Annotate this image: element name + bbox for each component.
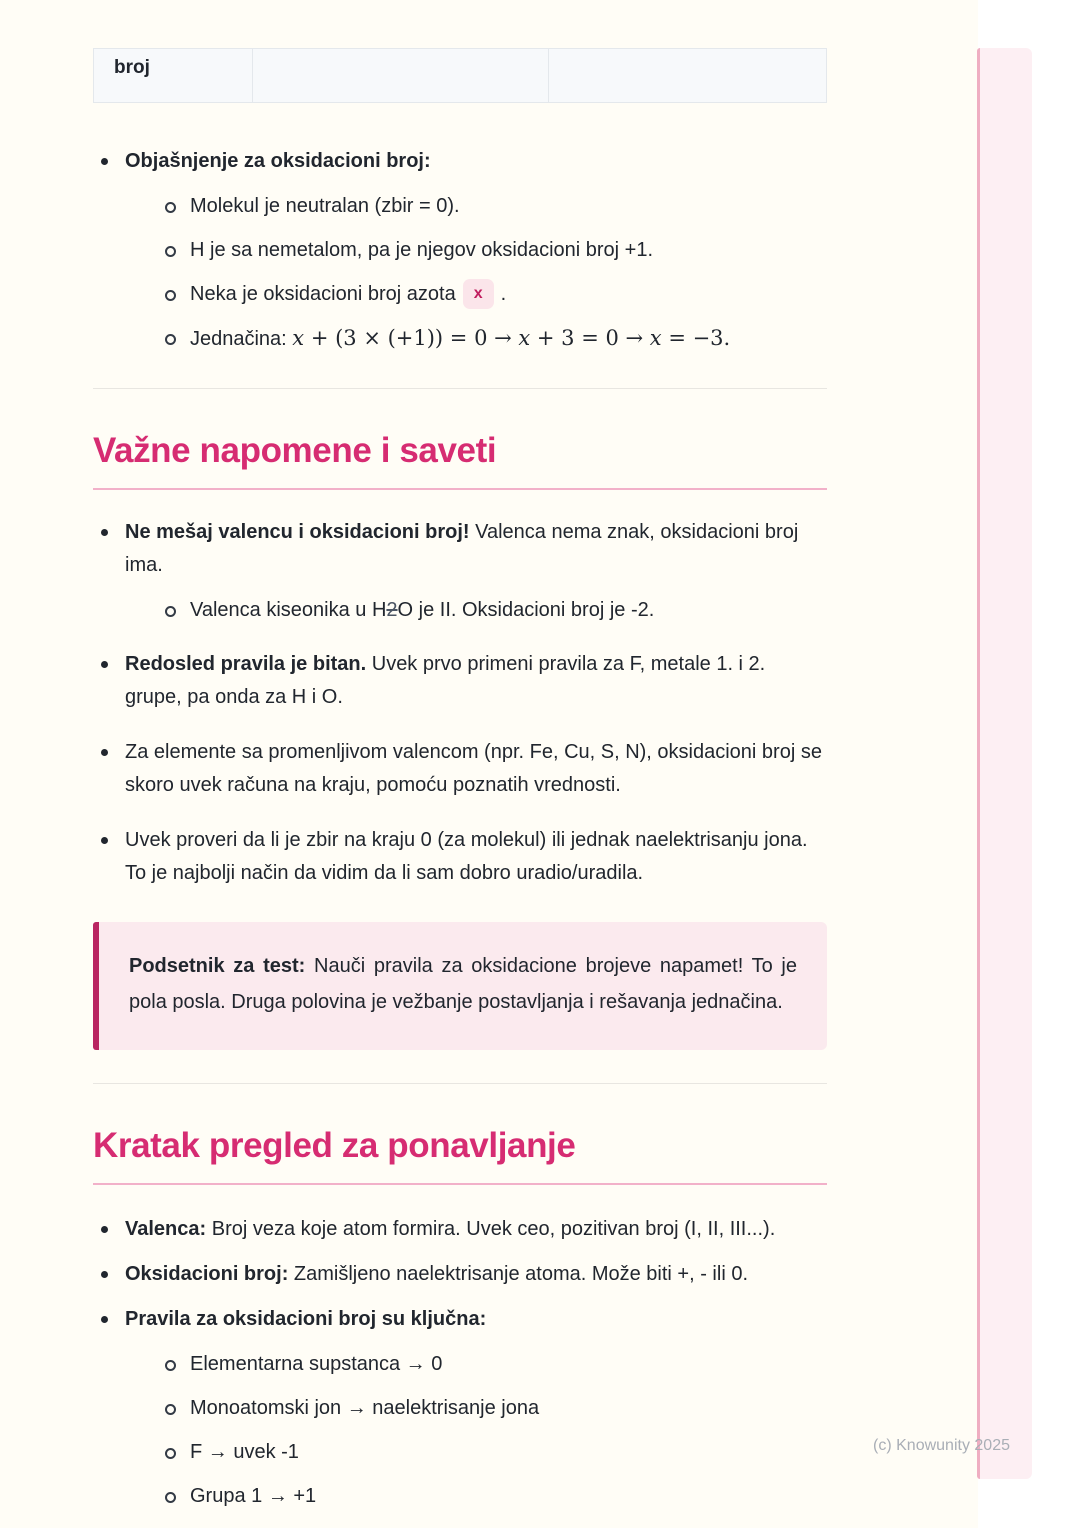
note-1-bold: Ne mešaj valencu i oksidacioni broj! xyxy=(125,521,470,543)
note-1-sub-text-2: O je II. Oksidacioni broj je -2. xyxy=(397,599,655,621)
list-item xyxy=(158,1393,827,1424)
note-3-text: Za elemente sa promenljivom valencom (npr. Fe, Cu, S, N), oksidacioni broj se skoro uvek računa na kraju, pomoću poznatih vrednosti. xyxy=(125,741,822,796)
section-divider xyxy=(93,388,827,389)
list-item xyxy=(93,516,827,626)
math-text: = −3. xyxy=(661,326,731,350)
section-divider xyxy=(93,1083,827,1084)
explanation-item-3-period: . xyxy=(500,283,507,305)
note-1-sublist xyxy=(125,595,827,626)
copyright-notice: (c) Knowunity 2025 xyxy=(873,1437,1010,1454)
table-row xyxy=(94,49,827,103)
table-cell-empty-2 xyxy=(549,49,827,103)
next-page-edge xyxy=(977,48,1032,1479)
list-item xyxy=(158,1481,827,1512)
explanation-item-2: H je sa nemetalom, pa je njegov oksidacioni broj +1. xyxy=(190,239,654,261)
explanation-item-3-text: Neka je oksidacioni broj azota xyxy=(190,283,456,305)
section-heading-review: Kratak pregled za ponavljanje xyxy=(93,1126,827,1185)
list-item xyxy=(158,323,827,355)
math-text: + (3 × (+1)) = 0 → xyxy=(304,326,519,350)
note-1-sub-text: Valenca kiseonika u H xyxy=(190,599,387,621)
note-2-bold: Redosled pravila je bitan. xyxy=(125,653,367,675)
list-item xyxy=(158,1349,827,1380)
rule-fluorine: F → uvek -1 xyxy=(190,1441,299,1463)
math-var: x xyxy=(518,326,531,350)
note-1-text: Valenca nema znak, oksidacioni broj ima. xyxy=(125,521,799,576)
rule-group-1: Grupa 1 → +1 xyxy=(190,1485,317,1507)
inline-code-x: x xyxy=(463,279,494,309)
review-list xyxy=(93,1213,827,1512)
equation-label: Jednačina: xyxy=(190,328,293,350)
explanation-sublist xyxy=(125,191,827,355)
rule-elementary: Elementarna supstanca → 0 xyxy=(190,1353,443,1375)
section-heading-notes: Važne napomene i saveti xyxy=(93,431,827,490)
list-item xyxy=(93,1303,827,1512)
note-4-text: Uvek proveri da li je zbir na kraju 0 (za molekul) ili jednak naelektrisanju jona. To je najbolji način da vidim da li sam dobro uradio/uradila. xyxy=(125,829,808,884)
rule-monoatomic: Monoatomski jon → naelektrisanje jona xyxy=(190,1397,540,1419)
math-var: x xyxy=(292,326,305,350)
explanation-item-1: Molekul je neutralan (zbir = 0). xyxy=(190,195,460,217)
table-cell-empty-1 xyxy=(252,49,549,103)
list-item xyxy=(93,145,827,355)
list-item xyxy=(93,736,827,802)
list-item xyxy=(93,1213,827,1246)
callout-bold: Podsetnik za test: xyxy=(129,955,306,977)
list-item xyxy=(158,595,827,626)
table-cell-broj: broj xyxy=(94,49,253,103)
explanation-list xyxy=(93,145,827,355)
review-1-bold: Valenca: xyxy=(125,1218,207,1240)
callout-text: Nauči pravila za oksidacione brojeve napamet! To je pola posla. Druga polovina je vežbanje postavljanja i rešavanja jednačina. xyxy=(129,955,798,1013)
review-3-bold: Pravila za oksidacioni broj su ključna: xyxy=(125,1308,487,1330)
h2o-subscript: 2 xyxy=(386,599,398,621)
list-item xyxy=(158,235,827,266)
rules-sublist xyxy=(125,1349,827,1512)
list-item xyxy=(93,1258,827,1291)
review-2-text: Zamišljeno naelektrisanje atoma. Može biti +, - ili 0. xyxy=(288,1263,748,1285)
list-item xyxy=(158,191,827,222)
list-item xyxy=(93,824,827,890)
list-item xyxy=(158,1437,827,1468)
note-2-text: Uvek prvo primeni pravila za F, metale 1. i 2. grupe, pa onda za H i O. xyxy=(125,653,766,708)
reminder-callout xyxy=(93,922,827,1050)
equation-math xyxy=(292,326,730,350)
explanation-title: Objašnjenje za oksidacioni broj: xyxy=(125,150,431,172)
notes-list xyxy=(93,516,827,890)
math-text: + 3 = 0 → xyxy=(530,326,650,350)
page-content xyxy=(93,0,827,1512)
math-var: x xyxy=(649,326,662,350)
table-fragment xyxy=(93,48,827,103)
review-2-bold: Oksidacioni broj: xyxy=(125,1263,289,1285)
review-1-text: Broj veza koje atom formira. Uvek ceo, pozitivan broj (I, II, III...). xyxy=(206,1218,776,1240)
list-item xyxy=(93,648,827,714)
list-item xyxy=(158,279,827,310)
